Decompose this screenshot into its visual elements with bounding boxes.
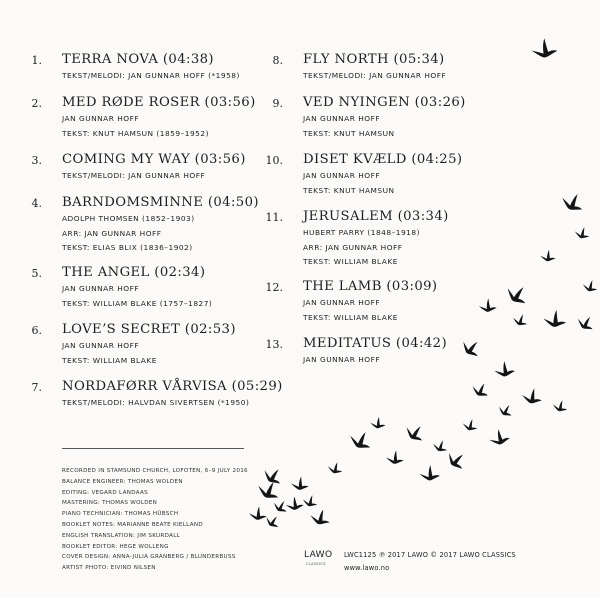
track-credit: JAN GUNNAR HOFF (62, 284, 140, 293)
label-url: www.lawo.no (344, 564, 390, 572)
bird-icon (553, 400, 567, 411)
bird-icon (561, 192, 585, 212)
catalog-copyright: LWC1125 ℗ 2017 LAWO © 2017 LAWO CLASSICS (344, 551, 516, 559)
track-title: THE LAMB (03:09) (303, 279, 438, 294)
track-credit: TEKST: WILLIAM BLAKE (303, 312, 398, 322)
bird-icon (445, 448, 469, 470)
bird-icon (310, 510, 329, 525)
track-title: LOVE’S SECRET (02:53) (62, 322, 236, 337)
track-number: 12. (265, 281, 283, 294)
bird-icon (303, 495, 317, 506)
track-credit: TEKST: KNUT HAMSUN (1859–1952) (62, 128, 209, 138)
track-number: 3. (31, 154, 42, 167)
track-credit: JAN GUNNAR HOFF (303, 298, 381, 307)
lawo-logo-subtitle: CLASSICS (306, 562, 326, 566)
bird-icon (262, 465, 285, 485)
track-title: JERUSALEM (03:34) (303, 209, 449, 224)
bird-icon (418, 463, 440, 482)
bird-icon (328, 462, 342, 473)
bird-icon (575, 227, 589, 238)
colophon-line: ENGLISH TRANSLATION: JIM SKURDALL (62, 532, 181, 539)
track-credit: JAN GUNNAR HOFF (303, 114, 381, 123)
bird-icon (471, 382, 490, 398)
bird-icon (583, 280, 597, 291)
track-number: 6. (31, 324, 42, 337)
track-credit: TEKST: WILLIAM BLAKE (1757–1827) (62, 298, 213, 308)
bird-icon (542, 309, 566, 329)
track-title: MEDITATUS (04:42) (303, 336, 448, 351)
bird-icon (513, 314, 528, 326)
track-credit: TEKST: WILLIAM BLAKE (62, 355, 157, 365)
track-credit: ARR: JAN GUNNAR HOFF (62, 228, 162, 238)
colophon-line: PIANO TECHNICIAN: THOMAS HÜBSCH (62, 511, 179, 518)
colophon-line: MASTERING: THOMAS WOLDEN (62, 500, 158, 507)
lawo-logo: LAWO (304, 550, 333, 560)
bird-icon (459, 337, 483, 358)
track-number: 10. (265, 154, 283, 167)
track-credit: TEKST/MELODI: JAN GUNNAR HOFF (303, 71, 447, 80)
track-number: 9. (272, 97, 283, 110)
track-credit: TEKST/MELODI: JAN GUNNAR HOFF (62, 171, 206, 180)
bird-icon (264, 513, 281, 528)
bird-icon (522, 388, 542, 404)
track-credit: JAN GUNNAR HOFF (303, 171, 381, 180)
colophon-line: BALANCE ENGINEER: THOMAS WOLDEN (62, 478, 183, 485)
track-number: 7. (31, 381, 42, 394)
track-credit: HUBERT PARRY (1848–1918) (303, 228, 420, 237)
track-number: 2. (31, 97, 42, 110)
track-credit: JAN GUNNAR HOFF (303, 355, 381, 364)
bird-icon (492, 359, 515, 379)
track-credit: TEKST: KNUT HAMSUN (303, 128, 395, 138)
track-credit: ADOLPH THOMSEN (1852–1903) (62, 214, 195, 223)
bird-icon (463, 419, 477, 430)
bird-icon (290, 476, 309, 492)
bird-icon (284, 495, 304, 513)
bird-icon (248, 506, 267, 522)
bird-icon (529, 36, 558, 61)
track-title: DISET KVÆLD (04:25) (303, 152, 463, 167)
bird-icon (478, 297, 498, 314)
track-credit: TEKST: KNUT HAMSUN (303, 185, 395, 195)
colophon-line: RECORDED IN STAMSUND CHURCH, LOFOTEN, 6–9 JULY 2016 (62, 468, 248, 474)
colophon-line: BOOKLET NOTES: MARIANNE BEATE KIELLAND (62, 521, 203, 528)
track-credit: TEKST/MELODI: JAN GUNNAR HOFF (*1958) (62, 71, 240, 80)
track-title: FLY NORTH (05:34) (303, 52, 445, 67)
bird-icon (487, 427, 511, 448)
bird-icon (433, 440, 448, 452)
track-number: 8. (272, 54, 283, 67)
track-credit: JAN GUNNAR HOFF (62, 341, 140, 350)
track-credit: TEKST: ELIAS BLIX (1836–1902) (62, 243, 193, 252)
bird-icon (349, 430, 373, 450)
bird-icon (404, 422, 427, 442)
track-title: COMING MY WAY (03:56) (62, 152, 246, 167)
track-number: 1. (31, 54, 42, 67)
bird-icon (504, 282, 530, 305)
track-number: 13. (265, 338, 283, 351)
bird-icon (370, 416, 386, 429)
track-title: THE ANGEL (02:34) (62, 265, 206, 280)
track-number: 4. (31, 197, 42, 210)
track-title: MED RØDE ROSER (03:56) (62, 95, 256, 110)
track-credit: JAN GUNNAR HOFF (62, 114, 140, 123)
bird-icon (540, 249, 556, 262)
bird-icon (576, 314, 596, 331)
track-credit: TEKST: WILLIAM BLAKE (303, 257, 398, 266)
track-title: TERRA NOVA (04:38) (62, 52, 214, 67)
track-credit: TEKST/MELODI: HALVDAN SIVERTSEN (*1950) (62, 398, 250, 407)
colophon-line: BOOKLET EDITOR: HEGE WOLLENG (62, 543, 169, 550)
bird-icon (385, 450, 404, 466)
bird-icon (272, 499, 289, 513)
track-title: NORDAFØRR VÅRVISA (05:29) (62, 379, 283, 394)
track-credit: ARR: JAN GUNNAR HOFF (303, 242, 403, 252)
bird-icon (497, 403, 514, 417)
track-title: VED NYINGEN (03:26) (303, 95, 466, 110)
track-number: 11. (265, 211, 283, 224)
colophon-line: ARTIST PHOTO: EIVIND NILSEN (62, 565, 156, 572)
track-number: 5. (31, 267, 42, 280)
colophon-line: COVER DESIGN: ANNA-JULIA GRANBERG / BLUNDERBUSS (62, 554, 236, 561)
colophon-line: EDITING: VEGARD LANDAAS (62, 489, 148, 496)
track-title: BARNDOMSMINNE (04:50) (62, 195, 259, 210)
